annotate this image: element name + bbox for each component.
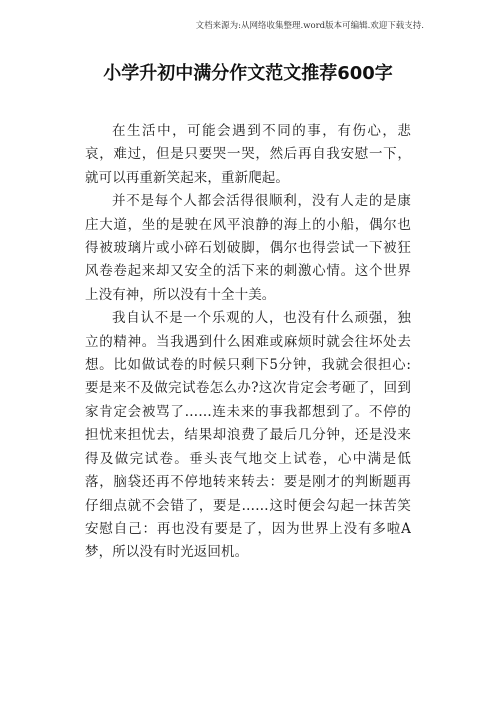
header-note: 文档来源为:从网络收集整理.word版本可编辑.欢迎下载支持. — [195, 21, 424, 31]
paragraph: 并不是每个人都会活得很顺利，没有人走的是康庄大道，坐的是驶在风平浪静的海上的小船，偶尔也得被玻璃片或小碎石划破脚，偶尔也得尝试一下被狂风卷卷起来却又安全的活下来的刺激心情。这个世界上没有神，所以没有十全十美。 — [85, 193, 411, 303]
document-body — [85, 120, 411, 565]
paragraph: 我自认不是一个乐观的人，也没有什么顽强，独立的精神。当我遇到什么困难或麻烦时就会往坏处去想。比如做试卷的时候只剩下5分钟，我就会很担心:要是来不及做完试卷怎么办?这次肯定会考砸了，回到家肯定会被骂了……连未来的事我都想到了。不停的担忧来担忧去，结果却浪费了最后几分钟，还是没来得及做完试卷。垂头丧气地交上试卷，心中满是低落，脑袋还再不停地转来转去：要是刚才的判断题再仔细点就不会错了，要是……这时便会勾起一抹苦笑安慰自己：再也没有要是了，因为世界上没有多啦A梦，所以没有时光返回机。 — [85, 310, 411, 561]
paragraph: 在生活中，可能会遇到不同的事，有伤心，悲哀，难过，但是只要哭一哭，然后再自我安慰一下，就可以再重新笑起来，重新爬起。 — [85, 123, 411, 186]
document-title: 小学升初中满分作文范文推荐600字 — [103, 63, 393, 84]
